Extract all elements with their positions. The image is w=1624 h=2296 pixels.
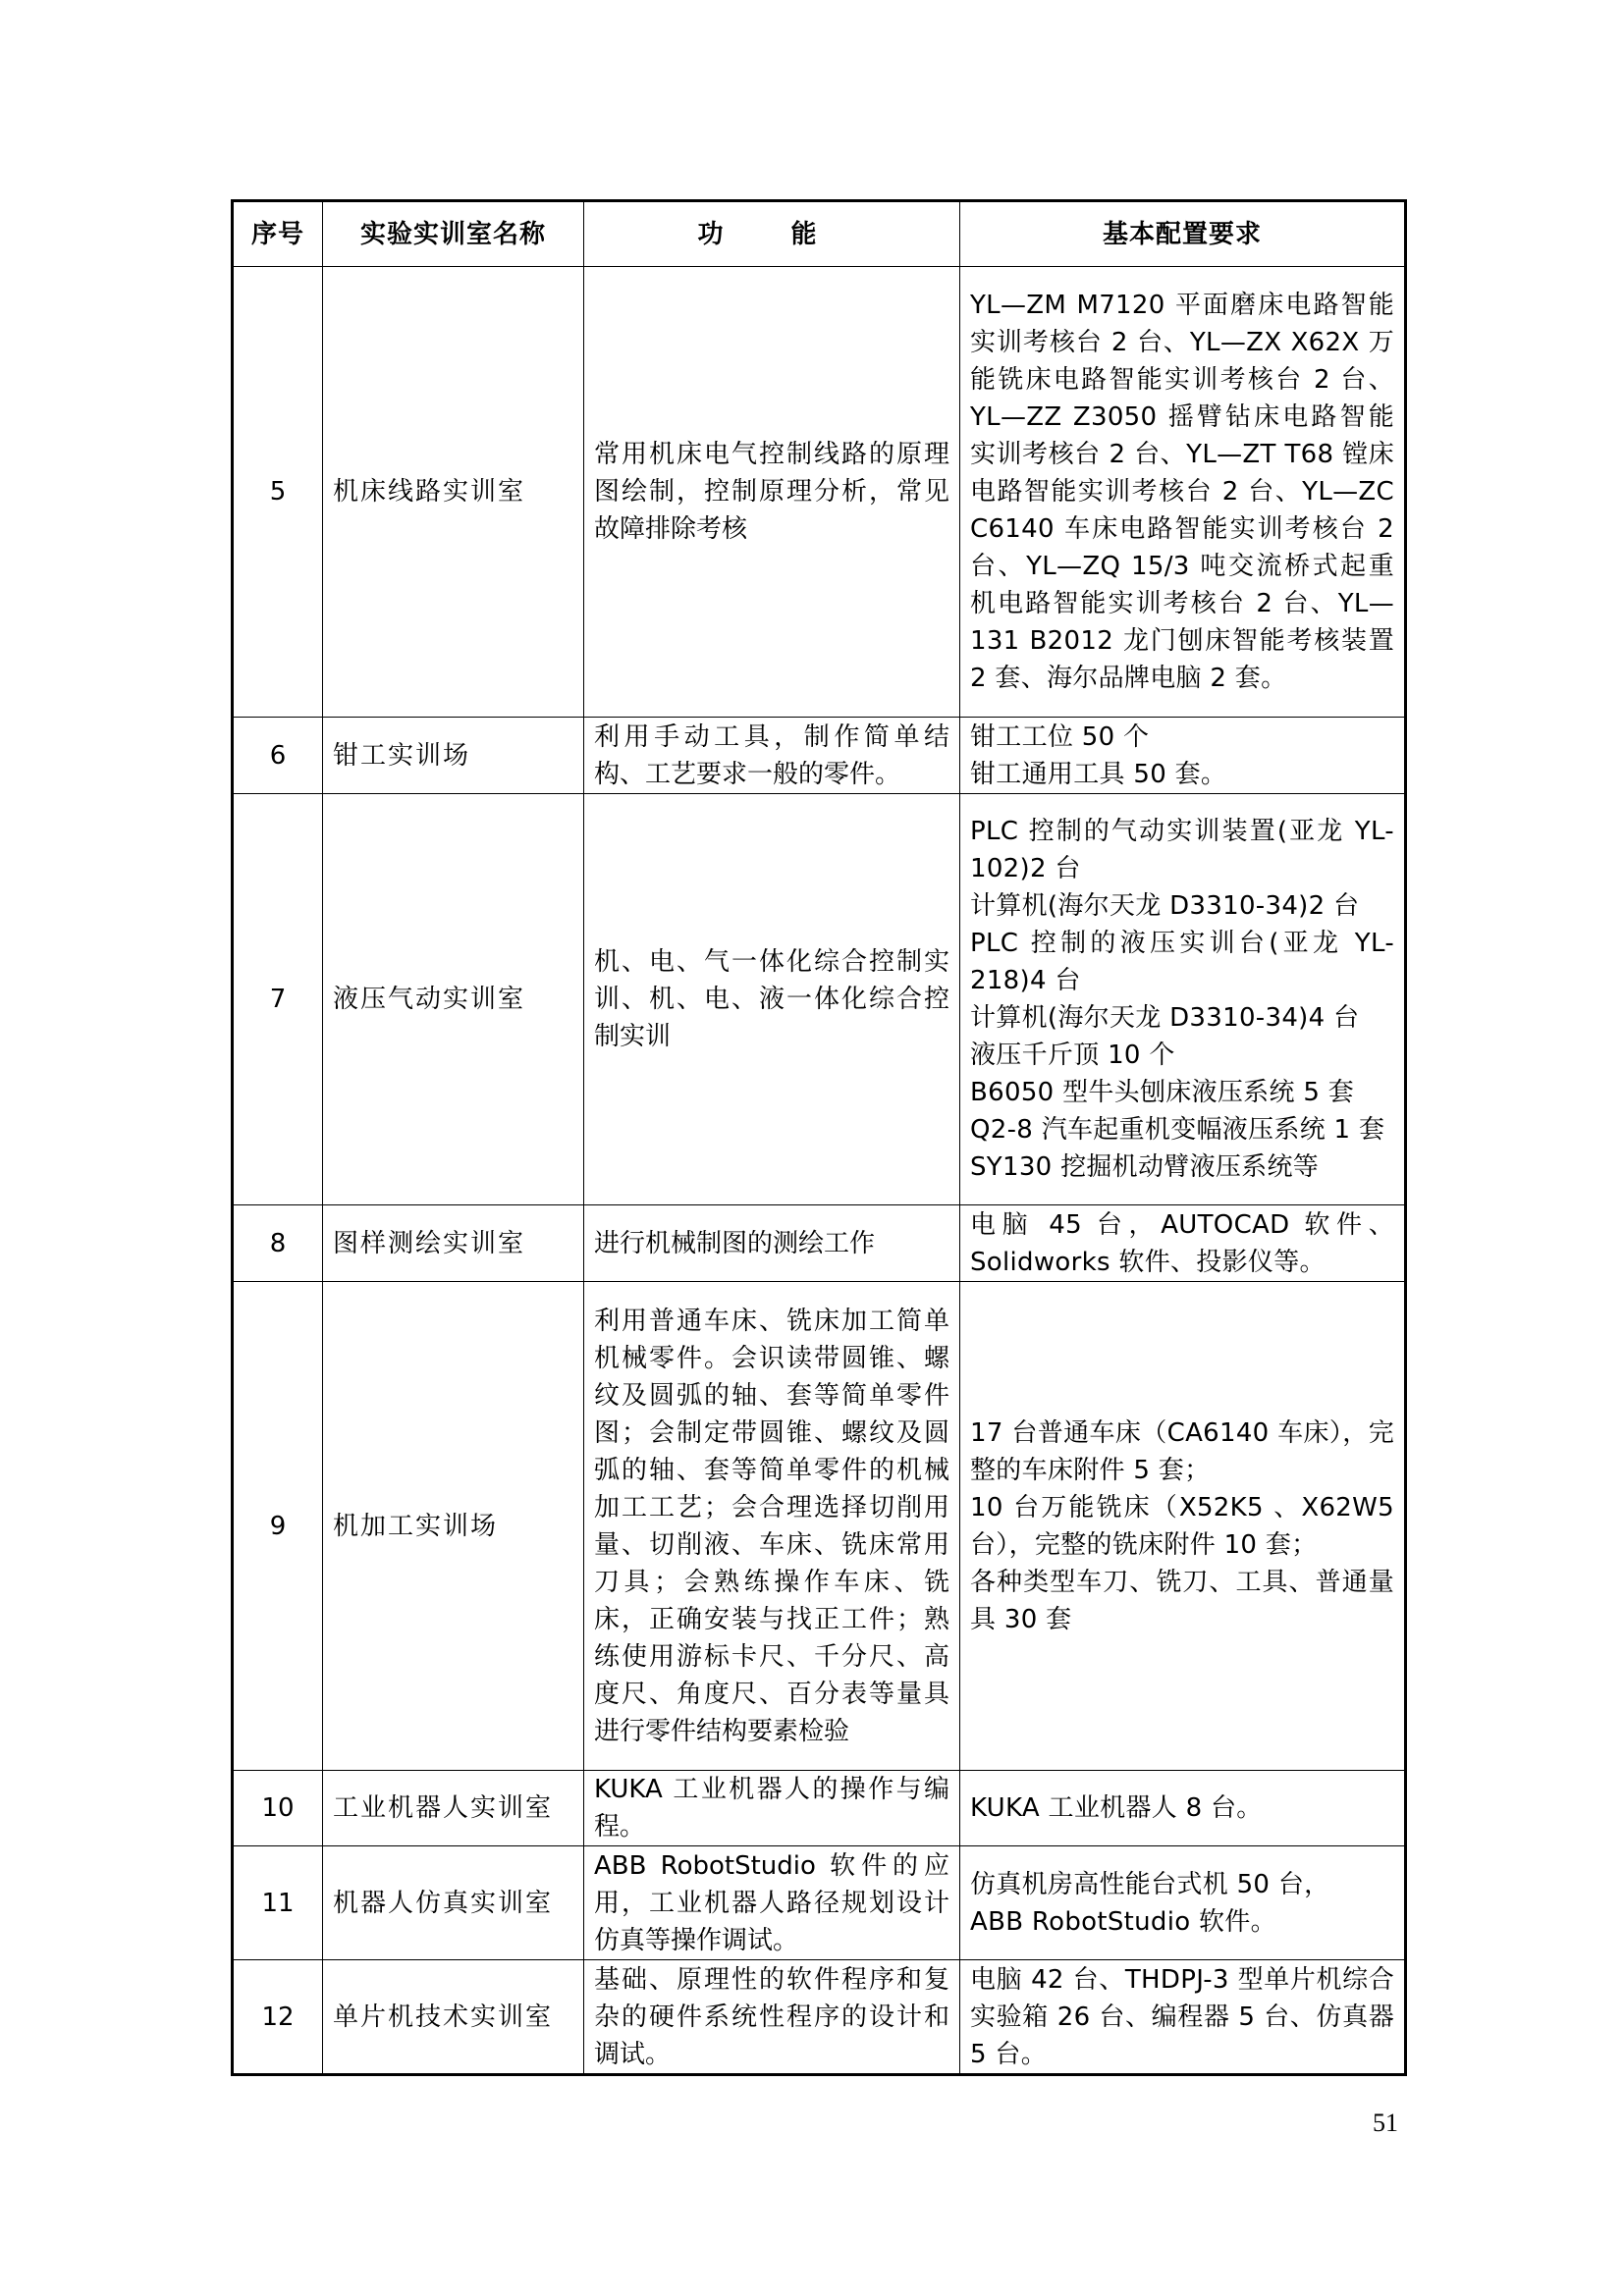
row-requirements: YL—ZM M7120 平面磨床电路智能实训考核台 2 台、YL—ZX X62X 万能铣床电路智能实训考核台 2 台、YL—ZZ Z3050 摇臂钻床电路智能实训考核台 2 台、YL—ZT T68 镗床电路智能实训考核台 2 台、YL—ZC C6140 车床电路智能实训考核台 2 台、YL—ZQ 15/3 吨交流桥式起重机电路智能实训考核台 2 台、YL—131 B2012 龙门刨床智能考核装置 2 套、海尔品牌电脑 2 套。 <box>960 267 1406 718</box>
table-row <box>233 1846 1406 1960</box>
row-index: 11 <box>233 1846 323 1960</box>
row-function: 常用机床电气控制线路的原理图绘制，控制原理分析，常见故障排除考核 <box>584 267 960 718</box>
table-row <box>233 1771 1406 1846</box>
table-row <box>233 267 1406 718</box>
row-function: 利用手动工具，制作简单结构、工艺要求一般的零件。 <box>584 718 960 794</box>
row-requirements: PLC 控制的气动实训装置(亚龙 YL-102)2 台 计算机(海尔天龙 D3310-34)2 台 PLC 控制的液压实训台(亚龙 YL-218)4 台 计算机(海尔天龙 D3310-34)4 台 液压千斤顶 10 个 B6050 型牛头刨床液压系统 5 套 Q2-8 汽车起重机变幅液压系统 1 套 SY130 挖掘机动臂液压系统等 <box>960 794 1406 1205</box>
row-index: 7 <box>233 794 323 1205</box>
row-name: 机加工实训场 <box>323 1282 584 1771</box>
row-name: 单片机技术实训室 <box>323 1960 584 2075</box>
lab-config-table <box>231 199 1407 2076</box>
row-requirements: 仿真机房高性能台式机 50 台， ABB RobotStudio 软件。 <box>960 1846 1406 1960</box>
table-header <box>233 201 1406 267</box>
header-requirements: 基本配置要求 <box>960 201 1406 267</box>
header-index: 序号 <box>233 201 323 267</box>
row-index: 10 <box>233 1771 323 1846</box>
row-function: 基础、原理性的软件程序和复杂的硬件系统性程序的设计和调试。 <box>584 1960 960 2075</box>
row-function: KUKA 工业机器人的操作与编程。 <box>584 1771 960 1846</box>
row-name: 工业机器人实训室 <box>323 1771 584 1846</box>
row-index: 9 <box>233 1282 323 1771</box>
header-function: 功 能 <box>584 201 960 267</box>
row-function: 机、电、气一体化综合控制实训、机、电、液一体化综合控制实训 <box>584 794 960 1205</box>
row-requirements: 钳工工位 50 个 钳工通用工具 50 套。 <box>960 718 1406 794</box>
table-row <box>233 794 1406 1205</box>
row-function: 进行机械制图的测绘工作 <box>584 1205 960 1282</box>
row-function: 利用普通车床、铣床加工简单机械零件。会识读带圆锥、螺纹及圆弧的轴、套等简单零件图；会制定带圆锥、螺纹及圆弧的轴、套等简单零件的机械加工工艺；会合理选择切削用量、切削液、车床、铣床常用刀具；会熟练操作车床、铣床，正确安装与找正工件；熟练使用游标卡尺、千分尺、高度尺、角度尺、百分表等量具进行零件结构要素检验 <box>584 1282 960 1771</box>
row-requirements: 电脑 42 台、THDPJ-3 型单片机综合实验箱 26 台、编程器 5 台、仿真器 5 台。 <box>960 1960 1406 2075</box>
row-name: 机器人仿真实训室 <box>323 1846 584 1960</box>
row-name: 机床线路实训室 <box>323 267 584 718</box>
row-requirements: 17 台普通车床（CA6140 车床），完整的车床附件 5 套； 10 台万能铣床（X52K5 、X62W5 台），完整的铣床附件 10 套； 各种类型车刀、铣刀、工具、普通量具 30 套 <box>960 1282 1406 1771</box>
header-row <box>233 201 1406 267</box>
header-name: 实验实训室名称 <box>323 201 584 267</box>
page-number: 51 <box>1373 2109 1398 2137</box>
row-function: ABB RobotStudio 软件的应用，工业机器人路径规划设计仿真等操作调试。 <box>584 1846 960 1960</box>
table-row <box>233 1282 1406 1771</box>
table-row <box>233 1205 1406 1282</box>
row-name: 钳工实训场 <box>323 718 584 794</box>
row-name: 液压气动实训室 <box>323 794 584 1205</box>
row-index: 8 <box>233 1205 323 1282</box>
row-index: 6 <box>233 718 323 794</box>
row-name: 图样测绘实训室 <box>323 1205 584 1282</box>
row-requirements: KUKA 工业机器人 8 台。 <box>960 1771 1406 1846</box>
row-index: 12 <box>233 1960 323 2075</box>
row-index: 5 <box>233 267 323 718</box>
row-requirements: 电脑 45 台，AUTOCAD 软件、Solidworks 软件、投影仪等。 <box>960 1205 1406 1282</box>
table-row <box>233 1960 1406 2075</box>
table-row <box>233 718 1406 794</box>
table-body <box>233 267 1406 2075</box>
